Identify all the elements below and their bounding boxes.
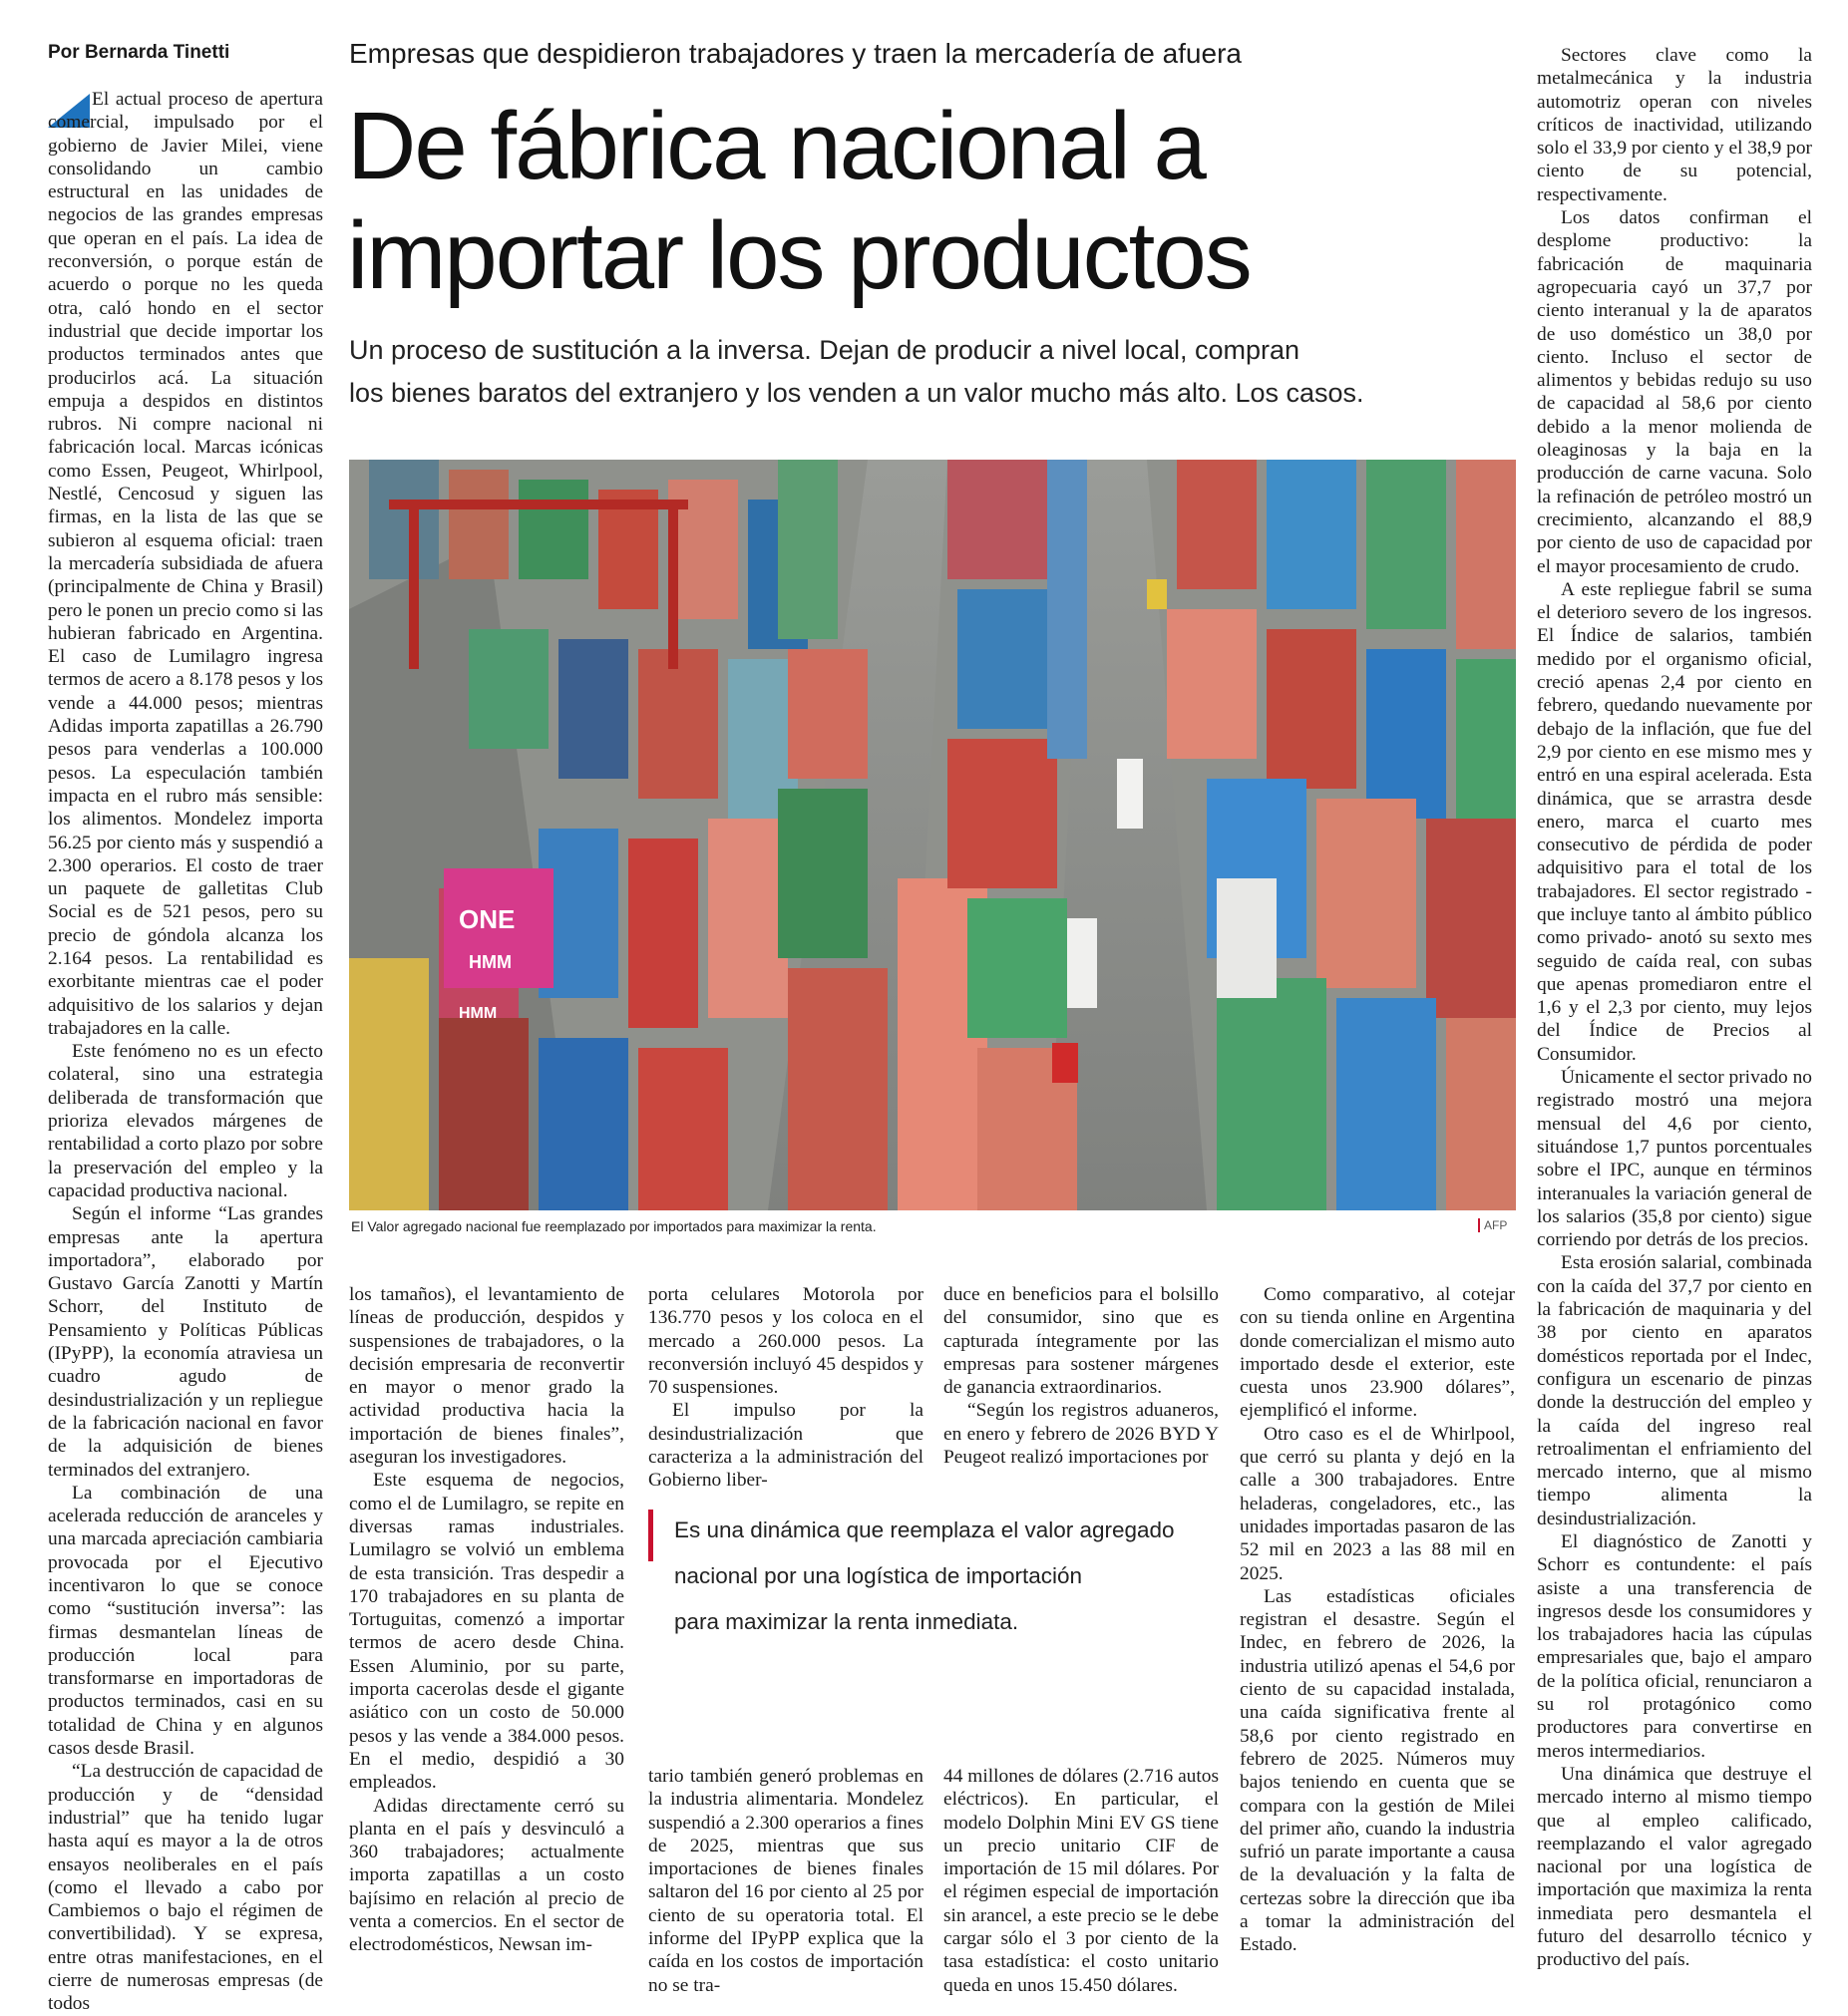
paragraph: duce en beneficios para el bolsillo del consumidor, sino que es capturada íntegramente por las empresas para sostener márgenes de ganancia extraordinarios.: [943, 1284, 1219, 1399]
article-column-6: [1537, 44, 1812, 1972]
paragraph: porta celulares Motorola por 136.770 pesos y los coloca en el mercado a 260.000 pesos. La reconversión incluyó 45 despidos y 70 suspensiones.: [648, 1284, 924, 1399]
container-label-hmm-2: HMM: [459, 1005, 498, 1022]
paragraph: La combinación de una acelerada reducción de aranceles y una marcada apreciación cambiaria provocada por el Ejecutivo incentivaron lo que se conoce como “sustitución inversa”: las firmas desmantelan líneas de producción local para transformarse en importadoras de productos terminados, casi en su totalidad de China y en algunos casos desde Brasil.: [48, 1482, 323, 1760]
paragraph: Esta erosión salarial, combinada con la caída del 37,7 por ciento en la fabricación de maquinaria y del 38 por ciento en aparatos domésticos reportada por el Indec, configura un escenario de pinzas donde la destrucción del empleo y la caída del ingreso real retroalimentan el enfriamiento del mercado interno, que al mismo tiempo alimenta la desindustrialización.: [1537, 1252, 1812, 1529]
paragraph: “La destrucción de capacidad de producción y de “densidad industrial” que ha tenido lugar hasta aquí es mayor a la de otros ensayos neoliberales en el país (como el llevado a cabo por Cambiemos o bajo el régimen de convertibilidad). Y se expresa, entre otras manifestaciones, en el cierre de numerosas empresas (de todos: [48, 1761, 323, 2015]
paragraph: El diagnóstico de Zanotti y Schorr es contundente: el país asiste a una transferencia de ingresos desde los consumidores y los trabajadores hacia las cúpulas empresariales que, bajo el amparo de la política oficial, renunciaron a su rol protagónico como productores para convertirse en meros intermediarios.: [1537, 1531, 1812, 1762]
paragraph: los tamaños), el levantamiento de líneas de producción, despidos y suspensiones de trabajadores, o la decisión empresaria de reconvertir en mayor o menor grado la actividad productiva hacia la importación de bienes finales”, aseguran los investigadores.: [349, 1284, 624, 1469]
paragraph: Este fenómeno no es un efecto colateral, sino una estrategia deliberada de transformación que prioriza elevados márgenes de rentabilidad a corto plazo por sobre la preservación del empleo y la capacidad productiva nacional.: [48, 1041, 323, 1201]
paragraph: Las estadísticas oficiales registran el desastre. Según el Indec, en febrero de 2026, la industria utilizó apenas el 54,6 por ciento de su capacidad instalada, una caída significativa frente al 58,6 por ciento registrado en febrero de 2025. Números muy bajos teniendo en cuenta que se compara con la gestión de Milei del primer año, cuando la industria sufrió un parate importante a causa de la devaluación y la falta de certezas sobre la dirección que iba a tomar la administración del Estado.: [1240, 1585, 1515, 1956]
article-column-2: [349, 1283, 624, 1957]
paragraph: 44 millones de dólares (2.716 autos eléctricos). En particular, el modelo Dolphin Mini EV GS tiene un precio unitario CIF de importación de 15 mil dólares. Por el régimen especial de importación sin arancel, a este precio se le debe cargar sólo el 3 por ciento de la tasa estadística: el costo unitario queda en unos 15.450 dólares.: [943, 1766, 1219, 1996]
container-label-one: ONE: [459, 904, 516, 934]
pull-quote-line-2: nacional por una logística de importación: [674, 1563, 1082, 1588]
paragraph: Únicamente el sector privado no registrado mostró una mejora mensual del 4,6 por ciento, situándose 1,7 puntos porcentuales sobre el IPC, aunque en términos interanuales la variación general de los salarios (35,8 por ciento) sigue corriendo por detrás de los precios.: [1537, 1067, 1812, 1251]
paragraph: “Según los registros aduaneros, en enero y febrero de 2026 BYD Y Peugeot realizó importaciones por: [943, 1400, 1219, 1469]
paragraph: El impulso por la desindustrialización que caracteriza a la administración del Gobierno liber-: [648, 1400, 924, 1492]
article-column-5: [1240, 1283, 1515, 1957]
credit-marker: [1478, 1218, 1480, 1232]
subhead-line-2: los bienes baratos del extranjero y los venden a un valor mucho más alto. Los casos.: [349, 378, 1364, 408]
container-label-hmm: HMM: [469, 952, 512, 972]
paragraph: Sectores clave como la metalmecánica y la industria automotriz operan con niveles críticos de inactividad, utilizando solo el 33,9 por ciento y el 38,9 por ciento de su potencial, respectivamente.: [1537, 45, 1812, 205]
paragraph: A este repliegue fabril se suma el deterioro severo de los ingresos. El Índice de salarios, también medido por el organismo oficial, creció apenas 2,4 por ciento en febrero, quedando nuevamente por debajo de la inflación, que fue del 2,9 por ciento en ese mismo mes y entró en una espiral acelerada. Esta dinámica, que se arrastra desde enero, marca el cuarto mes consecutivo de pérdida de poder adquisitivo para el total de los trabajadores. El sector registrado -que incluye tanto al ámbito público como privado- anotó su sexto mes seguido de caída real, con subas que apenas promediaron entre el 1,6 y el 2,3 por ciento, muy lejos del Índice de Precios al Consumidor.: [1537, 578, 1812, 1065]
paragraph: Otro caso es el de Whirlpool, que cerró su planta y dejó en la calle a 300 trabajadores. Entre heladeras, congeladores, etc., las unidades importadas pasaron de las 52 mil en 2023 a las 88 mil en 2025.: [1240, 1423, 1515, 1584]
photo-caption: El Valor agregado nacional fue reemplazado por importados para maximizar la renta.: [351, 1218, 877, 1234]
article-column-4-bottom: [943, 1765, 1219, 1997]
paragraph: Los datos confirman el desplome productivo: la fabricación de maquinaria agropecuaria cayó un 37,7 por ciento interanual y la de aparatos de uso doméstico un 38,0 por ciento. Incluso el sector de alimentos y bebidas redujo su uso de capacidad al 58,6 por ciento debido a la menor molienda de oleaginosas y la baja en la producción de carne vacuna. Solo la refinación de petróleo mostró un crecimiento, alcanzando el 88,9 por ciento de uso de capacidad por el mayor procesamiento de crudo.: [1537, 207, 1812, 577]
container-port-aerial-image: [349, 460, 1516, 1210]
paragraph: El actual proceso de apertura comercial, impulsado por el gobierno de Javier Milei, viene consolidando un cambio estructural en las unidades de negocios de las grandes empresas que operan en el país. La idea de reconversión, o porque están de acuerdo o porque no les queda otra, caló hondo en el sector industrial que decide importar los productos terminados antes que producirlos acá. La situación empuja a despidos en distintos rubros. Ni compre nacional ni fabricación local. Marcas icónicas como Essen, Peugeot, Whirlpool, Nestlé, Cencosud y siguen las firmas, en la lista de las que se subieron al esquema oficial: traen la mercadería subsidiada de afuera (principalmente de China y Brasil) pero le ponen un precio como si las hubieran fabricado en Argentina. El caso de Lumilagro ingresa termos de acero a 8.178 pesos y los vende a 44.000 pesos; mientras Adidas importa zapatillas a 26.790 pesos para venderlas a 100.000 pesos. La especulación también impacta en el rubro más sensible: los alimentos. Mondelez importa 56.25 por ciento más y suspendió a 2.300 operarios. El costo de traer un paquete de galletitas Club Social es de 521 pesos, pero su precio de góndola alcanza los 2.164 pesos. La rentabilidad es exorbitante mientras cae el poder adquisitivo de los salarios y dejan trabajadores en la calle.: [48, 89, 323, 1039]
pull-quote-bar: [648, 1510, 653, 1561]
paragraph: Adidas directamente cerró su planta en el país y desvinculó a 360 trabajadores; actualmente importa zapatillas a un costo bajísimo en relación al precio de venta a comercios. En el sector de electrodomésticos, Newsan im-: [349, 1795, 624, 1956]
photo-credit: AFP: [1484, 1218, 1508, 1232]
headline-line-2: importar los productos: [347, 202, 1251, 309]
pull-quote-line-3: para maximizar la renta inmediata.: [674, 1609, 1019, 1634]
paragraph: Una dinámica que destruye el mercado interno al mismo tiempo que al empleo calificado, reemplazando el valor agregado nacional por una logística de importación que maximiza la renta inmediata pero desmantela el futuro del desarrollo técnico y productivo del país.: [1537, 1763, 1812, 1971]
byline: Por Bernarda Tinetti: [48, 42, 230, 63]
subhead-line-1: Un proceso de sustitución a la inversa. Dejan de producir a nivel local, compran: [349, 335, 1300, 365]
headline-line-1: De fábrica nacional a: [347, 93, 1205, 199]
article-column-3-bottom: [648, 1765, 924, 1997]
paragraph: Según el informe “Las grandes empresas ante la apertura importadora”, elaborado por Gustavo García Zanotti y Martín Schorr, del Instituto de Pensamiento y Políticas Públicas (IPyPP), la economía atraviesa un cuadro agudo de desindustrialización y un repliegue de la fabricación nacional en favor de la adquisición de bienes terminados del extranjero.: [48, 1203, 323, 1481]
article-column-4-top: [943, 1283, 1219, 1469]
article-column-1: [48, 88, 323, 2016]
article-column-3-top: [648, 1283, 924, 1493]
article-photo: [349, 460, 1516, 1210]
kicker: Empresas que despidieron trabajadores y traen la mercadería de afuera: [349, 38, 1242, 69]
paragraph: tario también generó problemas en la industria alimentaria. Mondelez suspendió a 2.300 operarios a fines de 2025, mientras que sus importaciones de bienes finales saltaron del 16 por ciento al 25 por ciento de su operatoria total. El informe del IPyPP explica que la caída en los costos de importación no se tra-: [648, 1766, 924, 1996]
paragraph: Como comparativo, al cotejar con su tienda online en Argentina donde comercializan el mismo auto importado desde el exterior, este cuesta unos 23.900 dólares”, ejemplificó el informe.: [1240, 1284, 1515, 1422]
pull-quote-line-1: Es una dinámica que reemplaza el valor agregado: [674, 1517, 1175, 1542]
headline: [347, 92, 1524, 311]
subhead: [349, 329, 1516, 415]
paragraph: Este esquema de negocios, como el de Lumilagro, se repite en diversas ramas industriales. Lumilagro se volvió un emblema de esta transición. Tras despedir a 170 trabajadores en su planta de Tortuguitas, comenzó a importar termos de acero desde China. Essen Aluminio, por su parte, importa cacerolas desde el gigante asiático con un costo de 50.000 pesos y las vende a 384.000 pesos. En el medio, despidió a 30 empleados.: [349, 1470, 624, 1794]
